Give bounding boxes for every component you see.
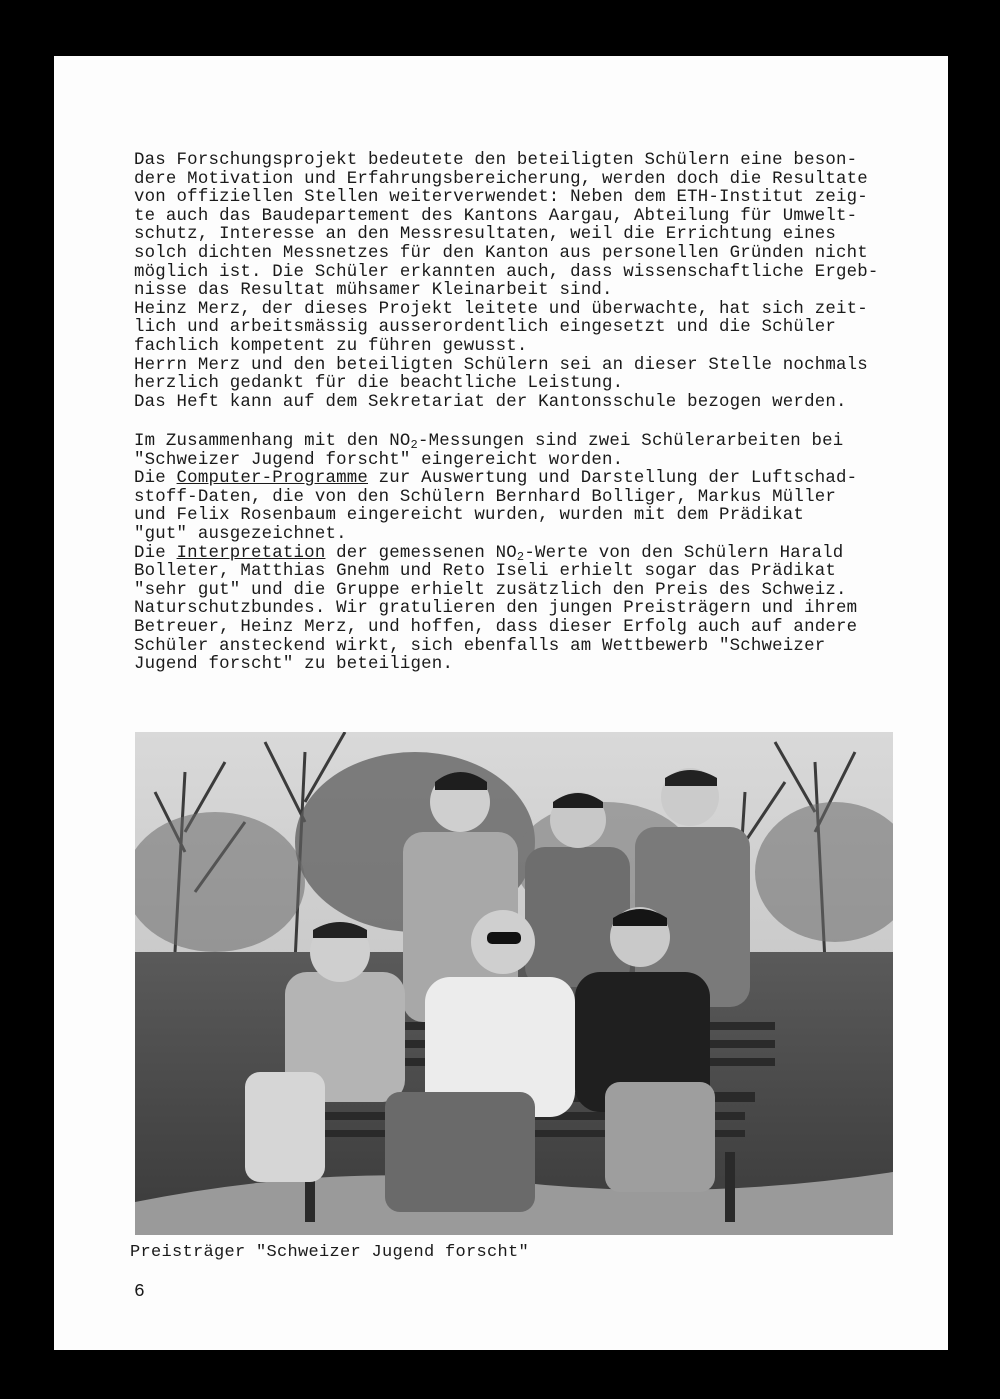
paragraph-research-project: Das Forschungsprojekt bedeutete den beteiligten Schülern eine beson- dere Motivation und Erfahrungsbereicherung, werden doch die Resultate von offiziellen Stellen weiterverwendet: Neben dem ETH-Institut zeig- te auch das Baudepartement des Kantons Aargau, Abteilung für Umwelt- schutz, Interesse an den Messresultaten, weil die Errichtung eines solch dichten Messnetzes für den Kanton aus personellen Gründen nicht möglich ist. Die Schüler erkannten auch, dass wissenschaftliche Ergeb- nisse das Resultat mühsamer Kleinarbeit sind. Heinz Merz, der dieses Projekt leitete und überwachte, hat sich zeit- lich und arbeitsmässig ausserordentlich eingesetzt und die Schüler fachlich kompetent zu führen gewusst. Herrn Merz und den beteiligten Schülern sei an dieser Stelle nochmals herzlich gedankt für die beachtliche Leistung. Das Heft kann auf dem Sekretariat der Kantonsschule bezogen werden. xyxy=(134,151,879,412)
paragraph-awards: Im Zusammenhang mit den $NO_2$-Messungen sind zwei Schülerarbeiten bei "Schweizer Jugend forscht" eingereicht worden. Die Computer-Programme zur Auswertung und Darstellung der Luftschad- stoff-Daten, die von den Schülern Bernhard Bolliger, Markus Müller und Felix Rosenbaum eingereicht wurden, wurden mit dem Prädikat "gut" ausgezeichnet. Die Interpretation der gemessenen $NO_2$-Werte von den Schülern Harald Bolleter, Matthias Gnehm und Reto Iseli erhielt sogar das Prädikat "sehr gut" und die Gruppe erhielt zusätzlich den Preis des Schweiz. Naturschutzbundes. Wir gratulieren den jungen Preisträgern und ihrem Betreuer, Heinz Merz, und hoffen, dass dieser Erfolg auch auf andere Schüler ansteckend wirkt, sich ebenfalls am Wettbewerb "Schweizer Jugend forscht" zu beteiligen. xyxy=(134,432,858,675)
document-page xyxy=(54,56,948,1350)
underlined-computer-programme: Computer-Programme xyxy=(176,469,368,489)
underlined-interpretation: Interpretation xyxy=(176,543,326,563)
page-number: 6 xyxy=(134,1282,145,1302)
group-photo xyxy=(135,732,893,1235)
photo-caption: Preisträger "Schweizer Jugend forscht" xyxy=(130,1243,530,1262)
